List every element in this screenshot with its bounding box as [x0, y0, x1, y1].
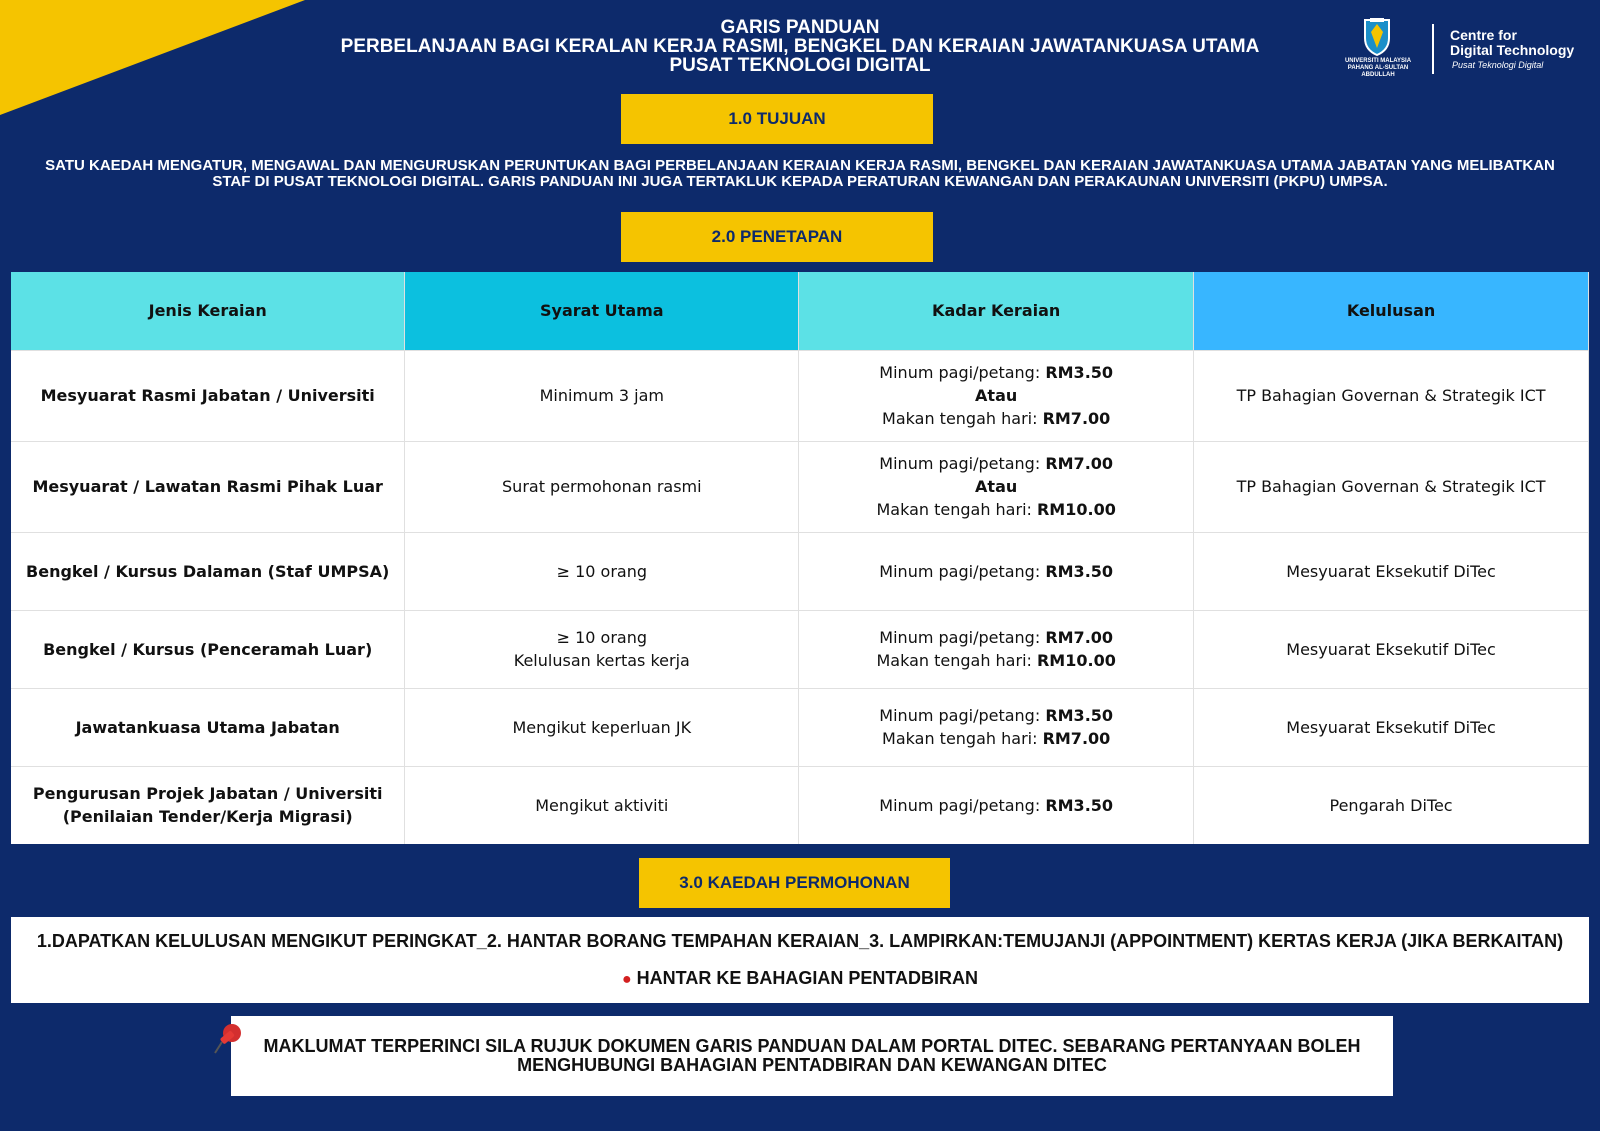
condition-line: Kelulusan kertas kerja — [513, 651, 690, 670]
cell-rate — [799, 350, 1194, 441]
cell-rate — [799, 766, 1194, 844]
cell-type: Mesyuarat Rasmi Jabatan / Universiti — [11, 350, 405, 441]
rate-label: Minum pagi/petang: — [879, 454, 1046, 473]
rate-value: RM3.50 — [1045, 363, 1114, 382]
rate-value: RM7.00 — [1045, 454, 1114, 473]
rate-value: RM10.00 — [1036, 500, 1116, 519]
info-note-line-1: MAKLUMAT TERPERINCI SILA RUJUK DOKUMEN GARIS PANDUAN DALAM PORTAL DITEC. SEBARANG PERTANYAAN BOLEH — [263, 1036, 1361, 1056]
rate-value: RM10.00 — [1036, 651, 1116, 670]
cell-condition: ≥ 10 orang — [405, 532, 799, 610]
header-kelulusan: Kelulusan — [1194, 272, 1589, 350]
cell-condition: Mengikut aktiviti — [405, 766, 799, 844]
send-to — [11, 967, 1589, 991]
cell-condition: Minimum 3 jam — [405, 350, 799, 441]
rate-label: Minum pagi/petang: — [879, 795, 1046, 815]
rate-label: Minum pagi/petang: — [879, 706, 1046, 725]
table-header-row — [11, 272, 1589, 350]
section-1-label: 1.0 TUJUAN — [621, 94, 933, 144]
cell-approval: TP Bahagian Governan & Strategik ICT — [1194, 441, 1589, 532]
cell-approval: Mesyuarat Eksekutif DiTec — [1194, 610, 1589, 688]
centre-name-line-1: Centre for — [1450, 27, 1517, 43]
section-2-label: 2.0 PENETAPAN — [621, 212, 933, 262]
cell-rate — [799, 688, 1194, 766]
type-line: (Penilaian Tender/Kerja Migrasi) — [62, 807, 353, 827]
rate-label: Makan tengah hari: — [882, 409, 1043, 428]
map-pin-icon: ● — [621, 971, 632, 988]
page-title — [300, 18, 1300, 75]
centre-name — [1450, 28, 1574, 58]
university-name: UNIVERSITI MALAYSIA PAHANG AL-SULTAN ABDULLAH — [1344, 58, 1412, 78]
rate-label: Makan tengah hari: — [882, 729, 1043, 748]
table-row — [11, 441, 1589, 532]
title-line-3: PUSAT TEKNOLOGI DIGITAL — [669, 55, 931, 76]
send-to-text: HANTAR KE BAHAGIAN PENTADBIRAN — [636, 968, 978, 988]
rate-value: RM7.00 — [1042, 729, 1111, 748]
purpose-text: SATU KAEDAH MENGATUR, MENGAWAL DAN MENGURUSKAN PERUNTUKAN BAGI PERBELANJAAN KERAIAN KERJA RASMI, BENGKEL DAN KERAIAN JAWATANKUASA UTAMA JABATAN YANG MELIBATKAN STAF DI PUSAT TEKNOLOGI DIGITAL. GARIS PANDUAN INI JUGA TERTAKLUK KEPADA PERATURAN KEWANGAN DAN PERAKAUNAN UNIVERSITI (PKPU) UMPSA. — [45, 157, 1555, 190]
cell-condition — [405, 610, 799, 688]
rate-value: RM3.50 — [1045, 795, 1114, 815]
cell-type: Bengkel / Kursus Dalaman (Staf UMPSA) — [11, 532, 405, 610]
cell-approval: Pengarah DiTec — [1194, 766, 1589, 844]
cell-approval: Mesyuarat Eksekutif DiTec — [1194, 688, 1589, 766]
rate-value: RM3.50 — [1045, 706, 1114, 725]
table-row — [11, 350, 1589, 441]
rate-label: Makan tengah hari: — [876, 500, 1037, 519]
info-note — [231, 1016, 1393, 1096]
condition-line: ≥ 10 orang — [556, 628, 647, 647]
cell-rate — [799, 610, 1194, 688]
corner-decoration — [0, 0, 305, 115]
method-steps: 1.DAPATKAN KELULUSAN MENGIKUT PERINGKAT_2. HANTAR BORANG TEMPAHAN KERAIAN_3. LAMPIRKAN:TEMUJANJI (APPOINTMENT) KERTAS KERJA (JIKA BERKAITAN) — [36, 931, 1564, 951]
section-3-label: 3.0 KAEDAH PERMOHONAN — [639, 858, 950, 908]
rate-label: Minum pagi/petang: — [879, 561, 1046, 581]
rate-value: RM7.00 — [1042, 409, 1111, 428]
cell-type: Mesyuarat / Lawatan Rasmi Pihak Luar — [11, 441, 405, 532]
table-row — [11, 766, 1589, 844]
centre-subtitle: Pusat Teknologi Digital — [1452, 60, 1544, 70]
guideline-table — [11, 272, 1589, 844]
table-row — [11, 688, 1589, 766]
cell-rate — [799, 532, 1194, 610]
cell-approval: Mesyuarat Eksekutif DiTec — [1194, 532, 1589, 610]
info-note-line-2: MENGHUBUNGI BAHAGIAN PENTADBIRAN DAN KEWANGAN DITEC — [517, 1055, 1107, 1075]
type-line: Pengurusan Projek Jabatan / Universiti — [32, 784, 383, 804]
university-shield-icon — [1362, 18, 1392, 56]
cell-type: Jawatankuasa Utama Jabatan — [11, 688, 405, 766]
cell-rate — [799, 441, 1194, 532]
pushpin-icon — [212, 1022, 246, 1056]
rate-or: Atau — [975, 386, 1018, 405]
logo-divider — [1432, 24, 1434, 74]
logo — [1338, 18, 1588, 78]
rate-label: Makan tengah hari: — [876, 651, 1037, 670]
title-line-2: PERBELANJAAN BAGI KERALAN KERJA RASMI, BENGKEL DAN KERAIAN JAWATANKUASA UTAMA — [340, 36, 1260, 57]
cell-type — [11, 766, 405, 844]
rate-value: RM7.00 — [1045, 628, 1114, 647]
application-method — [11, 917, 1589, 1003]
table-row — [11, 532, 1589, 610]
rate-value: RM3.50 — [1045, 561, 1114, 581]
cell-type: Bengkel / Kursus (Penceramah Luar) — [11, 610, 405, 688]
header-kadar-keraian: Kadar Keraian — [799, 272, 1194, 350]
header-syarat-utama: Syarat Utama — [405, 272, 799, 350]
cell-condition: Mengikut keperluan JK — [405, 688, 799, 766]
title-line-1: GARIS PANDUAN — [720, 17, 880, 38]
centre-name-line-2: Digital Technology — [1450, 42, 1575, 58]
rate-or: Atau — [975, 477, 1018, 496]
rate-label: Minum pagi/petang: — [879, 628, 1046, 647]
cell-approval: TP Bahagian Governan & Strategik ICT — [1194, 350, 1589, 441]
header-jenis-keraian: Jenis Keraian — [11, 272, 405, 350]
table-row — [11, 610, 1589, 688]
cell-condition: Surat permohonan rasmi — [405, 441, 799, 532]
rate-label: Minum pagi/petang: — [879, 363, 1046, 382]
